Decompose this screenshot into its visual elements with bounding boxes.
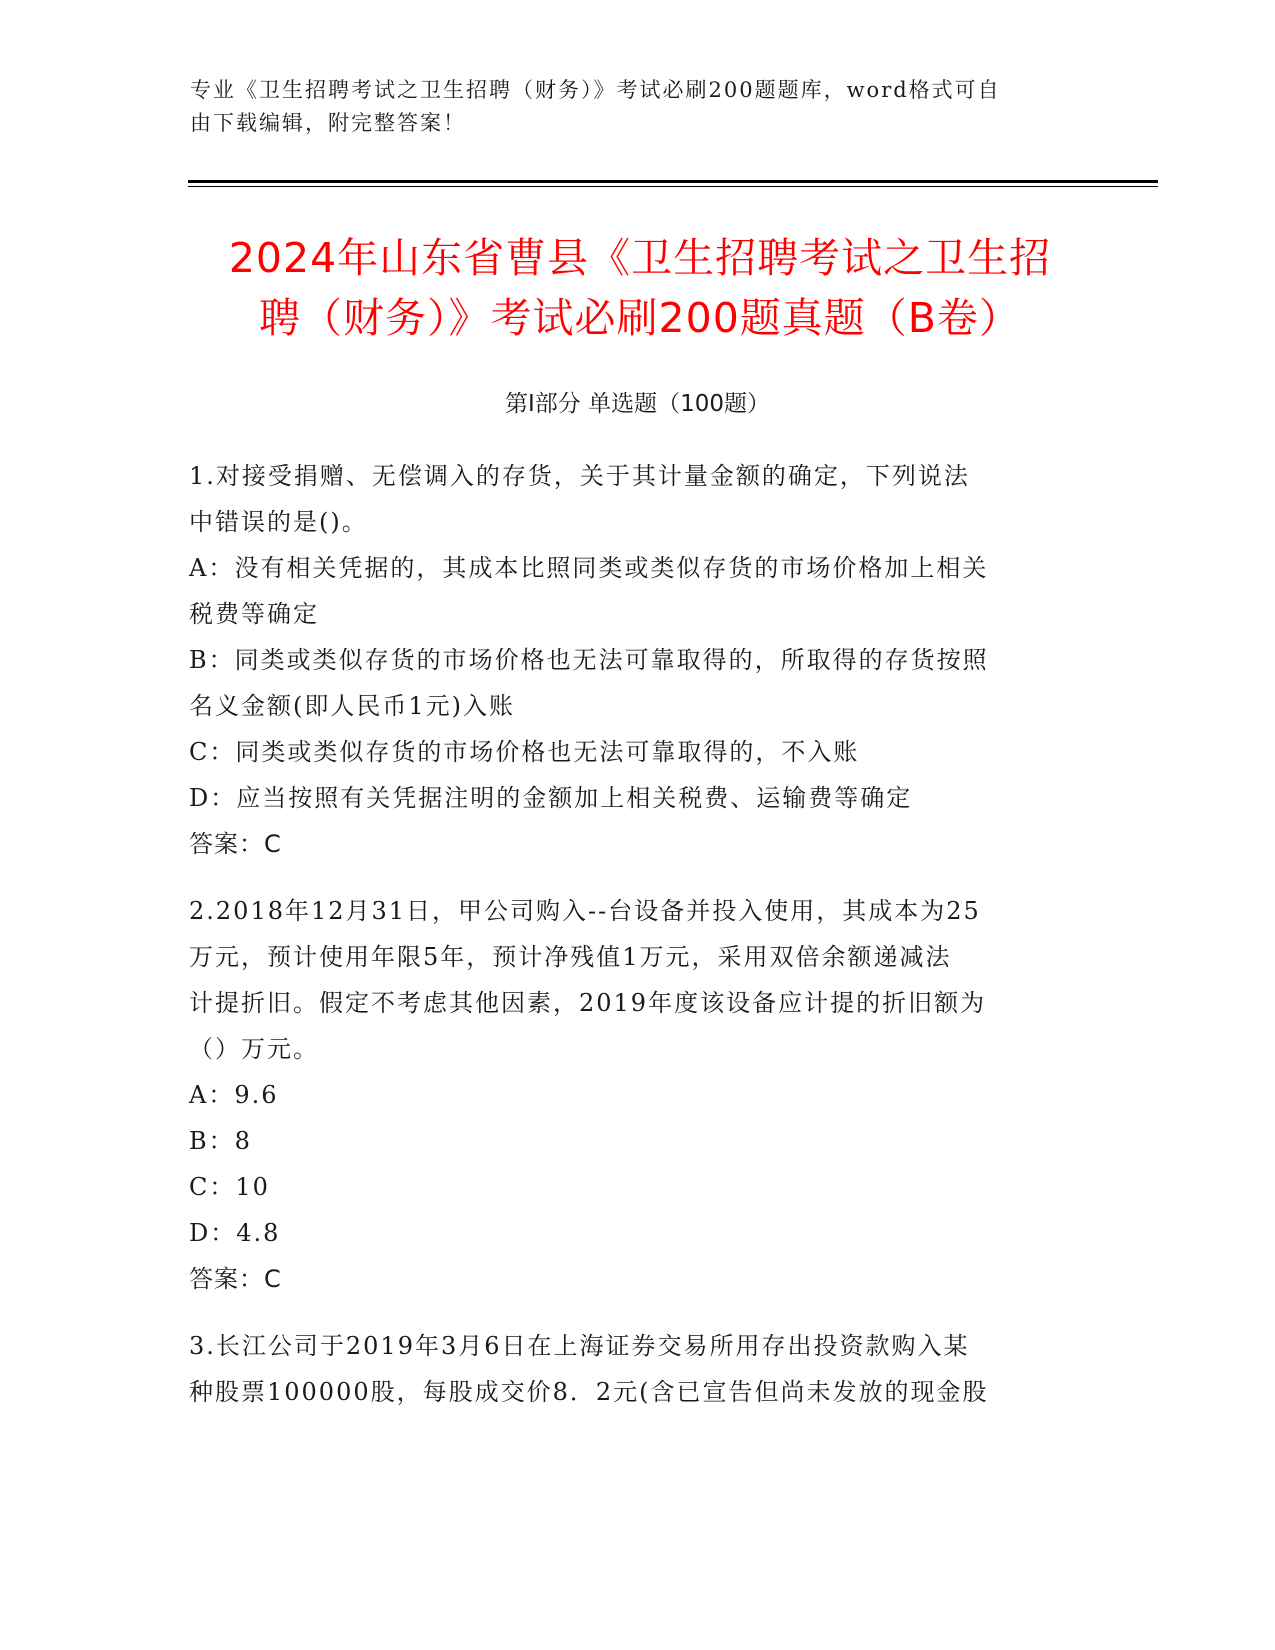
option-b: B：同类或类似存货的市场价格也无法可靠取得的，所取得的存货按照 bbox=[189, 646, 989, 674]
question-stem-line: 1.对接受捐赠、无偿调入的存货，关于其计量金额的确定，下列说法 bbox=[189, 462, 970, 490]
option-a: A：9.6 bbox=[189, 1081, 279, 1109]
option-c: C：10 bbox=[189, 1173, 270, 1201]
question-stem-line: 种股票100000股，每股成交价8．2元(含已宣告但尚未发放的现金股 bbox=[189, 1378, 989, 1406]
section-heading: 第Ⅰ部分 单选题（100题） bbox=[505, 391, 770, 417]
option-d: D：4.8 bbox=[189, 1219, 281, 1247]
question-stem-line: （）万元。 bbox=[189, 1035, 319, 1063]
title-line: 2024年山东省曹县《卫生招聘考试之卫生招 bbox=[228, 234, 1052, 282]
header-note-line: 专业《卫生招聘考试之卫生招聘（财务）》考试必刷200题题库，word格式可自 bbox=[190, 78, 1001, 102]
question-stem-line: 万元，预计使用年限5年，预计净残值1万元，采用双倍余额递减法 bbox=[189, 943, 952, 971]
question-stem-line: 计提折旧。假定不考虑其他因素，2019年度该设备应计提的折旧额为 bbox=[189, 989, 987, 1017]
header-note-line: 由下载编辑，附完整答案！ bbox=[190, 111, 466, 135]
answer: 答案：C bbox=[189, 830, 282, 858]
option-c: C：同类或类似存货的市场价格也无法可靠取得的，不入账 bbox=[189, 738, 860, 766]
question-3 bbox=[189, 1323, 1079, 1415]
option-b: B：8 bbox=[189, 1127, 252, 1155]
option-a: A：没有相关凭据的，其成本比照同类或类似存货的市场价格加上相关 bbox=[189, 554, 989, 582]
answer: 答案：C bbox=[189, 1265, 282, 1293]
question-stem-line: 3.长江公司于2019年3月6日在上海证券交易所用存出投资款购入某 bbox=[189, 1332, 970, 1360]
header-note bbox=[190, 74, 1090, 140]
question-stem-line: 2.2018年12月31日，甲公司购入--台设备并投入使用，其成本为25 bbox=[189, 897, 981, 925]
header-divider-thin bbox=[188, 186, 1158, 187]
question-1 bbox=[189, 453, 1079, 867]
option-b-continued: 名义金额(即人民币1元)入账 bbox=[189, 692, 515, 720]
question-2 bbox=[189, 888, 1079, 1302]
title-line: 聘（财务）》考试必刷200题真题（B卷） bbox=[259, 294, 1021, 342]
question-stem-line: 中错误的是()。 bbox=[189, 508, 368, 536]
header-divider-thick bbox=[188, 180, 1158, 183]
option-d: D：应当按照有关凭据注明的金额加上相关税费、运输费等确定 bbox=[189, 784, 913, 812]
document-title bbox=[160, 228, 1120, 348]
option-a-continued: 税费等确定 bbox=[189, 600, 319, 628]
